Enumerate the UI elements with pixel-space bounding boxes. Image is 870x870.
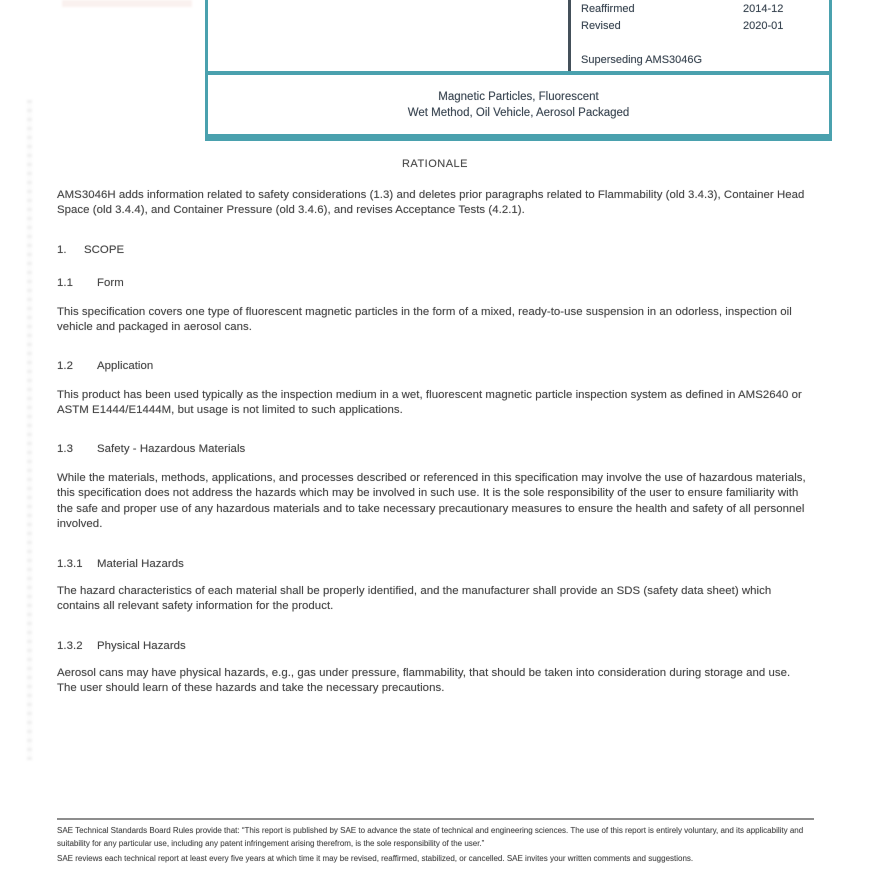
section-heading-material-hazards xyxy=(57,557,812,572)
spec-title-line-1: Magnetic Particles, Fluorescent xyxy=(438,90,599,103)
footer-disclaimer-1: SAE Technical Standards Board Rules provide that: “This report is published by SAE to advance the state of technical and engineering sciences. The use of this report is entirely voluntary, and its applicability and suitability for any particular use, including any patent infringement arising therefrom, is the sole responsibility of the user.” xyxy=(57,826,804,848)
section-paragraph-application: This product has been used typically as the inspection medium in a wet, fluorescent magnetic particle inspection system as defined in AMS2640 or ASTM E1444/E1444M, but usage is not limited to such applications. xyxy=(57,389,802,417)
section-title: Form xyxy=(97,277,124,289)
section-heading-application xyxy=(57,359,812,374)
section-title: Safety - Hazardous Materials xyxy=(97,443,246,455)
section-number: 1. xyxy=(57,244,67,256)
section-title: Material Hazards xyxy=(97,558,184,570)
section-number: 1.3.1 xyxy=(57,558,83,570)
section-heading-safety xyxy=(57,442,812,457)
section-title: SCOPE xyxy=(84,244,125,256)
rationale-heading: RATIONALE xyxy=(401,158,469,170)
section-paragraph-form: This specification covers one type of fluorescent magnetic particles in the form of a mixed, ready-to-use suspension in an odorless, inspection oil vehicle and packaged in aerosol cans. xyxy=(57,306,792,334)
footer-disclaimer-2: SAE reviews each technical report at least every five years at which time it may be revised, reaffirmed, stabilized, or cancelled. SAE invites your written comments and suggestions. xyxy=(57,854,694,863)
revision-row xyxy=(581,1,829,18)
spec-title-line-2: Wet Method, Oil Vehicle, Aerosol Packaged xyxy=(407,106,630,119)
section-number: 1.1 xyxy=(57,277,73,289)
spec-title-cell xyxy=(208,75,829,141)
scan-artifact-left-margin xyxy=(27,100,32,760)
section-heading-physical-hazards xyxy=(57,639,812,654)
spec-header-upper-row xyxy=(208,0,829,75)
section-number: 1.2 xyxy=(57,360,73,372)
scan-artifact-top-edge xyxy=(62,0,192,7)
section-heading-scope xyxy=(57,243,812,258)
section-paragraph-physical-hazards: Aerosol cans may have physical hazards, e.g., gas under pressure, flammability, that should be taken into consideration during storage and use. The user should learn of these hazards and take the necessary precautions. xyxy=(57,667,791,695)
revision-date: 2014-12 xyxy=(743,3,784,15)
section-number: 1.3 xyxy=(57,443,73,455)
footer-divider-rule xyxy=(57,818,814,820)
revision-info-cell xyxy=(568,0,829,71)
section-title: Application xyxy=(97,360,154,372)
rationale-paragraph: AMS3046H adds information related to safety considerations (1.3) and deletes prior paragraphs related to Flammability (old 3.4.3), Container Head Space (old 3.4.4), and Container Pressure (old 3.4.6), and revises Acceptance Tests (4.2.1). xyxy=(57,189,805,217)
spec-header-box xyxy=(205,0,832,141)
section-title: Physical Hazards xyxy=(97,640,186,652)
section-heading-form xyxy=(57,276,812,291)
revision-label: Reaffirmed xyxy=(581,3,635,15)
section-paragraph-safety: While the materials, methods, applications, and processes described or referenced in this specification may involve the use of hazardous materials, this specification does not address the hazards which may be involved in such use. It is the sole responsibility of the user to ensure familiarity with the safe and proper use of any hazardous materials and to take necessary precautionary measures to ensure the health and safety of all personnel involved. xyxy=(57,472,806,530)
superseding-note: Superseding AMS3046G xyxy=(581,54,703,66)
section-number: 1.3.2 xyxy=(57,640,83,652)
revision-row xyxy=(581,18,829,35)
revision-date: 2020-01 xyxy=(743,20,784,32)
section-paragraph-material-hazards: The hazard characteristics of each material shall be properly identified, and the manufacturer shall provide an SDS (safety data sheet) which contains all relevant safety information for the product. xyxy=(57,585,772,613)
revision-label: Revised xyxy=(581,20,621,32)
